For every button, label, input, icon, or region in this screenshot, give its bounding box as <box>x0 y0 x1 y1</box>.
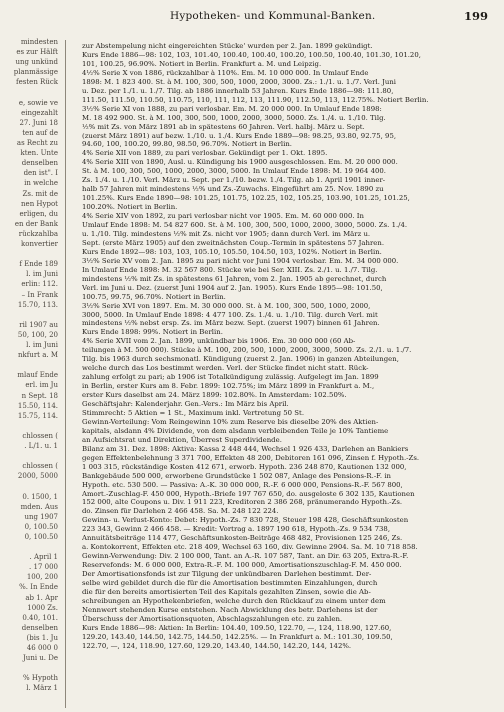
text-line: erster Kurs daselbst am 24. März 1899: 102.80%. In Amsterdam: 102.50%. <box>82 391 347 400</box>
left-column-line: Juni u. De <box>23 654 58 663</box>
text-line: welche durch das Los bestimmt werden. Verl. der Stücke findet nicht statt. Rück- <box>82 364 369 373</box>
text-line: Kurs Ende 1886—98: Aktien: In Berlin: 104.40, 109.50, 122.70, —, 124, 118.90, 127.60, <box>82 623 392 632</box>
left-column-line: 50, 100, 20 <box>17 330 58 339</box>
text-line: selbe wird gebildet durch die für die Amortisation bestimmten Einzahlungen, durch <box>82 579 378 587</box>
left-column-line: – In Frank <box>21 290 58 299</box>
left-column-line: ab 1. Apr <box>25 593 58 602</box>
text-line: u. Dez. per 1./1. u. 1./7. Tilg. ab 1886 innerhalb 53 Jahren. Kurs Ende 1886—98: 111.80, <box>82 86 394 95</box>
text-line: Bilanz am 31. Dez. 1898: Aktiva: Kassa 2 448 444, Wechsel 1 926 433, Darlehen an Bankiers <box>82 444 409 453</box>
left-column-line: . L/1. u. 1 <box>24 442 58 450</box>
left-column-line: erligen, du <box>19 209 58 218</box>
left-column-line: as Recht zu <box>16 139 58 147</box>
text-line: 122.70, —, 124, 118.90, 127.60, 129.20, 143.40, 144.50, 142.20, 144, 142%. <box>82 641 352 650</box>
text-line: 94.60, 100, 100.20, 99.80, 98.50, 96.70%. Notiert in Berlin. <box>82 140 292 149</box>
text-line: a. Kontokorrent, Effekten etc. 218 409, Wechsel 63 160, div. Gewinne 2904. Sa. M. 10 718 858. <box>82 543 418 552</box>
text-line: zahlung erfolgt zu pari; ab 1906 ist Totalkündigung zulässig. Aufgelegt im Jan. 1899 <box>82 373 379 382</box>
text-line: St. à M. 100, 300, 500, 1000, 2000, 3000, 5000. In Umlauf Ende 1898: M. 19 964 400. <box>82 167 386 176</box>
left-column-line: 46 000 0 <box>26 644 58 652</box>
left-column-line: ung 1907 <box>24 512 58 521</box>
text-line: die für den bereits amortisierten Teil des Kapitals gezahlten Zinsen, sowie die Ab- <box>82 587 371 596</box>
text-line: 100.20%. Notiert in Berlin. <box>82 203 178 212</box>
page-header <box>140 10 500 26</box>
left-column-line: . 17 000 <box>29 563 58 572</box>
left-column-line: denselben <box>21 159 58 168</box>
left-column-line: mindesten <box>20 38 58 46</box>
text-line: 129.20, 143.40, 144.50, 142.75, 144.50, 142.25%. — In Frankfurt a. M.: 101.30, 109.50, <box>82 632 393 641</box>
left-column-line: erlin: 112. <box>21 280 58 289</box>
left-column-line: konvertier <box>21 240 58 248</box>
text-line: Hypoth. etc. 530 500. — Passiva: A.-K. 30 000 000, R.-F. 6 000 000, Pensions-R.-F. 567 800, <box>82 480 403 489</box>
text-line: zur Abstempelung nicht eingereichten Stücke' wurden per 2. Jan. 1899 gekündigt. <box>82 42 373 50</box>
left-column-line: en der Bank <box>14 219 58 228</box>
text-line: 3000, 5000. In Umlauf Ende 1898: 4 477 100. Zs. 1./4. u. 1./10. Tilg. durch Verl. mit <box>82 310 378 319</box>
left-column-line: 1000 Zs. <box>27 603 58 612</box>
text-line: 100.75, 99.75, 96.70%. Notiert in Berlin. <box>82 292 226 301</box>
left-column-line: n Sept. 18 <box>21 391 58 400</box>
page-number: 199 <box>463 9 488 23</box>
left-column-line: (bis 1. Ju <box>26 633 58 642</box>
text-line: Gewinn- u. Verlust-Konto: Debet: Hypoth.-Zs. 7 830 728, Steuer 198 428, Geschäftsunkosten <box>82 516 409 525</box>
left-column-line: e, sowie ve <box>18 98 58 107</box>
text-line: Kurs Ende 1886—98: 102, 103, 101.40, 100.40, 100.40, 100.20, 100.50, 100.40, 101.30, 101.20, <box>82 50 421 59</box>
left-column-line: 0, 100.50 <box>24 522 58 531</box>
text-line: 111.50, 111.50, 110.50, 110.75, 110, 111, 112, 113, 111.90, 112.50, 113, 112.75%. Notiert Berlin. <box>82 95 429 104</box>
text-line: (zuerst März 1891) auf bezw. 1./10. u. 1./4. Kurs Ende 1889—98: 98.25, 93.80, 92.75, 95, <box>82 131 397 140</box>
text-line: 4% Serie XIII von 1890, Ausl. u. Kündigung bis 1900 ausgeschlossen. Em. M. 20 000 000. <box>82 158 398 167</box>
left-column-line: 27. Juni 18 <box>19 118 58 127</box>
text-line: do. Zinsen für Darlehen 2 466 458. Sa. M. 248 122 224. <box>82 507 279 516</box>
text-line: Reservefonds: M. 6 000 000, Extra-R.-F. M. 100 000, Amortisationszuschlag-F. M. 450 000. <box>82 561 402 570</box>
left-column-line: %. In Ende <box>19 583 58 592</box>
text-line: 3½% Serie XI von 1888, zu pari verlosbar. Em. M. 20 000 000. In Umlauf Ende 1898: <box>82 104 382 113</box>
left-column-line: . April 1 <box>29 553 58 562</box>
left-column-line: 0. 1500, 1 <box>22 492 58 501</box>
left-column-line: 0.40, 101. <box>22 613 58 622</box>
left-column-line: denselben <box>21 623 58 632</box>
text-line: 1 003 315, rückständige Kosten 412 671, erworb. Hypoth. 236 248 870, Kautionen 132 000, <box>82 462 407 471</box>
left-column-line: l. im Juni <box>26 270 58 279</box>
text-line: u. 1./10. Tilg. mindestens ½% mit Zs. nicht vor 1905; dann durch Verl. im März u. <box>82 229 371 238</box>
left-column-line: % Hypoth <box>23 674 58 683</box>
text-line: In Umlauf Ende 1898: M. 32 567 800. Stücke wie bei Ser. XIII. Zs. 2./1. u. 1./7. Tilg. <box>82 265 378 274</box>
left-column-line: 15.70, 113. <box>17 300 58 309</box>
text-line: Umlauf Ende 1898: M. 54 827 600. St. à M. 100, 300, 500, 1000, 2000, 3000, 5000. Zs. 1./4. <box>82 221 408 229</box>
left-column-line: 0, 100.50 <box>24 532 58 541</box>
text-line: Amort.-Zuschlag-F. 450 000, Hypoth.-Briefe 197 767 650, do. ausgeloste 6 302 135, Kautionen <box>82 489 415 498</box>
left-column-line: ten auf de <box>22 128 58 137</box>
text-line: teilungen à M. 500 000). Stücke à M. 100, 200, 500, 1000, 2000, 3000, 5000. Zs. 2./1. u. 1./7. <box>82 346 412 355</box>
text-line: Der Amortisationsfonds ist zur Tilgung der unkündbaren Darlehen bestimmt. Der- <box>82 570 372 579</box>
running-title: Hypotheken- und Kommunal-Banken. <box>170 10 376 22</box>
text-line: Überschuss der Amortisationsquoten, Abschlagszahlungen etc. zu zahlen. <box>82 614 343 623</box>
text-line: Geschäftsjahr: Kalenderjahr. Gen.-Vers.: Im März bis April. <box>82 400 289 408</box>
left-column-line: erl. im Ju <box>25 381 58 390</box>
column-divider <box>65 40 66 708</box>
left-column-line: nkfurt a. M <box>17 351 58 360</box>
main-column <box>82 42 492 702</box>
text-line: 4% Serie XII von 1889, zu pari verlosbar. Gekündigt per 1. Okt. 1895. <box>82 149 328 158</box>
left-column-line: ung unkünd <box>15 58 58 67</box>
left-column-line: Zs. mit de <box>22 189 58 198</box>
left-column-line: mden. Aus <box>20 502 58 511</box>
left-column-line: in welche <box>24 179 58 188</box>
left-column-line: l. im Juni <box>26 341 58 349</box>
left-column-line: 15.75, 114. <box>17 411 58 420</box>
text-line: ½% mit Zs. von März 1891 ab in spätestens 60 Jahren. Verl. halbj. März u. Sept. <box>82 122 365 131</box>
left-column-line: festen Rück <box>16 78 58 87</box>
left-column-line: planmässige <box>13 68 58 77</box>
text-line: gegen Effektenbelehnung 3 371 700, Effekten 48 200, Debitoren 161 096, Zinsen f. Hypoth.-Zs. <box>82 453 420 462</box>
left-column-line: nen Hypot <box>21 199 58 208</box>
left-column-line: 100, 200 <box>26 573 58 582</box>
left-column-line: chlossen ( <box>22 462 58 471</box>
text-line: Gewinn-Verwendung: Div. 2 100 000, Tant. an A.-R. 107 587, Tant. an Dir. 63 205, Extra-R.-F. <box>82 552 409 561</box>
text-line: mindestens ½% mit Zs. in spätestens 61 Jahren, vom 2. Jan. 1905 ab gerechnet, durch <box>82 274 387 283</box>
left-column-line: mlauf Ende <box>17 371 58 380</box>
text-line: Bankgebäude 500 000, erworbene Grundstücke 1 502 087, Anlage des Pensions-R.-F. in <box>82 471 392 480</box>
left-column-line: kten. Unte <box>20 149 58 158</box>
left-column-line: 15.50, 114. <box>17 401 58 410</box>
text-line: 4½% Serie X von 1886, rückzahlbar à 110%. Em. M. 10 000 000. In Umlauf Ende <box>82 68 369 77</box>
text-line: Sept. (erste März 1905) auf den zweitnächsten Coup.-Termin in spätestens 57 Jahren. <box>82 238 385 247</box>
text-line: 101.25%. Kurs Ende 1890—98: 101.25, 101.75, 102.25, 102, 105.25, 103.90, 101.25, 101.25, <box>82 194 410 203</box>
text-line: in Berlin, erster Kurs am 8. Febr. 1899: 102.75%; im März 1899 in Frankfurt a. M., <box>82 382 375 391</box>
text-line: 101, 100.25, 96.90%. Notiert in Berlin. Frankfurt a. M. und Leipzig. <box>82 59 322 68</box>
text-line: schreibungen an Hypothekenbriefen, welche durch den Rückkauf zu einem unter dem <box>82 596 386 605</box>
text-line: halb 57 Jahren mit mindestens ½% und Zs.-Zuwachs. Eingeführt am 25. Nov. 1890 zu <box>82 185 384 194</box>
left-column-line: eingezahlt <box>21 108 58 117</box>
text-line: Annuitätsbeiträge 114 477, Geschäftsunkosten-Beiträge 468 482, Provisionen 125 246, Zs. <box>82 534 403 543</box>
left-column-line: chlossen ( <box>22 431 58 440</box>
text-line: 4% Serie XVII vom 2. Jan. 1899, unkündbar bis 1906. Em. 30 000 000 (60 Ab- <box>82 337 356 346</box>
text-line: M. 18 492 900. St. à M. 100, 300, 500, 1000, 2000, 3000, 5000. Zs. 1./4. u. 1./10. Tilg. <box>82 113 386 122</box>
text-line: 1898: M. 1 823 400. St. à M. 100, 300, 500, 1000, 2000, 3000. Zs.: 1./1. u. 1./7. Verl. Juni <box>82 77 397 86</box>
text-line: Zs. 1./4. u. 1./10. Verl. März u. Sept. per 1./10. bezw. 1./4. Tilg. ab 1. April 1901 inner- <box>82 176 386 185</box>
left-column-line: ril 1907 au <box>19 320 58 329</box>
text-line: Stimmrecht: 5 Aktien = 1 St., Maximum inkl. Vertretung 50 St. <box>82 408 305 417</box>
text-line: 3½% Serie XVI von 1897. Em. M. 30 000 000. St. à M. 100, 300, 500, 1000, 2000, <box>82 301 371 310</box>
left-column-line: f Ende 189 <box>19 260 58 269</box>
left-column-line: es zur Hälft <box>16 48 58 57</box>
text-line: Gewinn-Verteilung: Vom Reingewinn 10% zum Reserve bis dieselbe 20% des Aktien- <box>82 417 379 426</box>
text-line: Verl. im Juni u. Dez. (zuerst Juni 1904 auf 2. Jan. 1905). Kurs Ende 1895—98: 101.50, <box>82 283 383 292</box>
left-column-line: l. März 1 <box>26 684 58 693</box>
text-line: Kurs Ende 1892—98: 103, 103, 105.10, 105.50, 104.50, 103, 102%. Notiert in Berlin. <box>82 247 382 256</box>
text-line: Tilg. bis 1963 durch sechsmonatl. Kündigung (zuerst 2. Jan. 1906) in ganzen Abteilungen, <box>82 355 399 364</box>
left-column-fragment <box>0 38 60 708</box>
left-column-line: 2000, 5000 <box>17 472 58 481</box>
left-column-line: rückzahlba <box>18 229 58 238</box>
text-line: 152 000, alte Coupons u. Div. 1 911 223, Kreditoren 2 386 268, pränumerando Hypoth.-Zs. <box>82 498 403 507</box>
text-line: 4% Serie XIV von 1892, zu pari verlosbar nicht vor 1905. Em. M. 60 000 000. In <box>82 212 364 221</box>
text-line: mindestens ½% nebst ersp. Zs. im März bezw. Sept. (zuerst 1907) binnen 61 Jahren. <box>82 319 380 328</box>
text-line: Nennwert stehenden Kurse entstehen. Nach Abwicklung des betr. Darlehens ist der <box>82 605 378 614</box>
left-column-line: den ist". I <box>23 169 58 178</box>
text-line: an Aufsichtsrat und Direktion, Überrest Superdividende. <box>82 435 282 444</box>
text-line: Kurs Ende 1898: 99%. Notiert in Berlin. <box>82 328 223 337</box>
text-line: 3½% Serie XV vom 2. Jan. 1895 zu pari nicht vor Juni 1904 verlosbar. Em. M. 34 000 000. <box>82 256 399 265</box>
text-line: kapitals, alsdann 4% Dividende, von dem alsdann verbleibenden Teile je 10% Tantieme <box>82 426 389 435</box>
text-line: 223 343, Gewinn 2 466 458. — Kredit: Vortrag a. 1897 190 618, Hypoth.-Zs. 9 534 738, <box>82 525 391 534</box>
